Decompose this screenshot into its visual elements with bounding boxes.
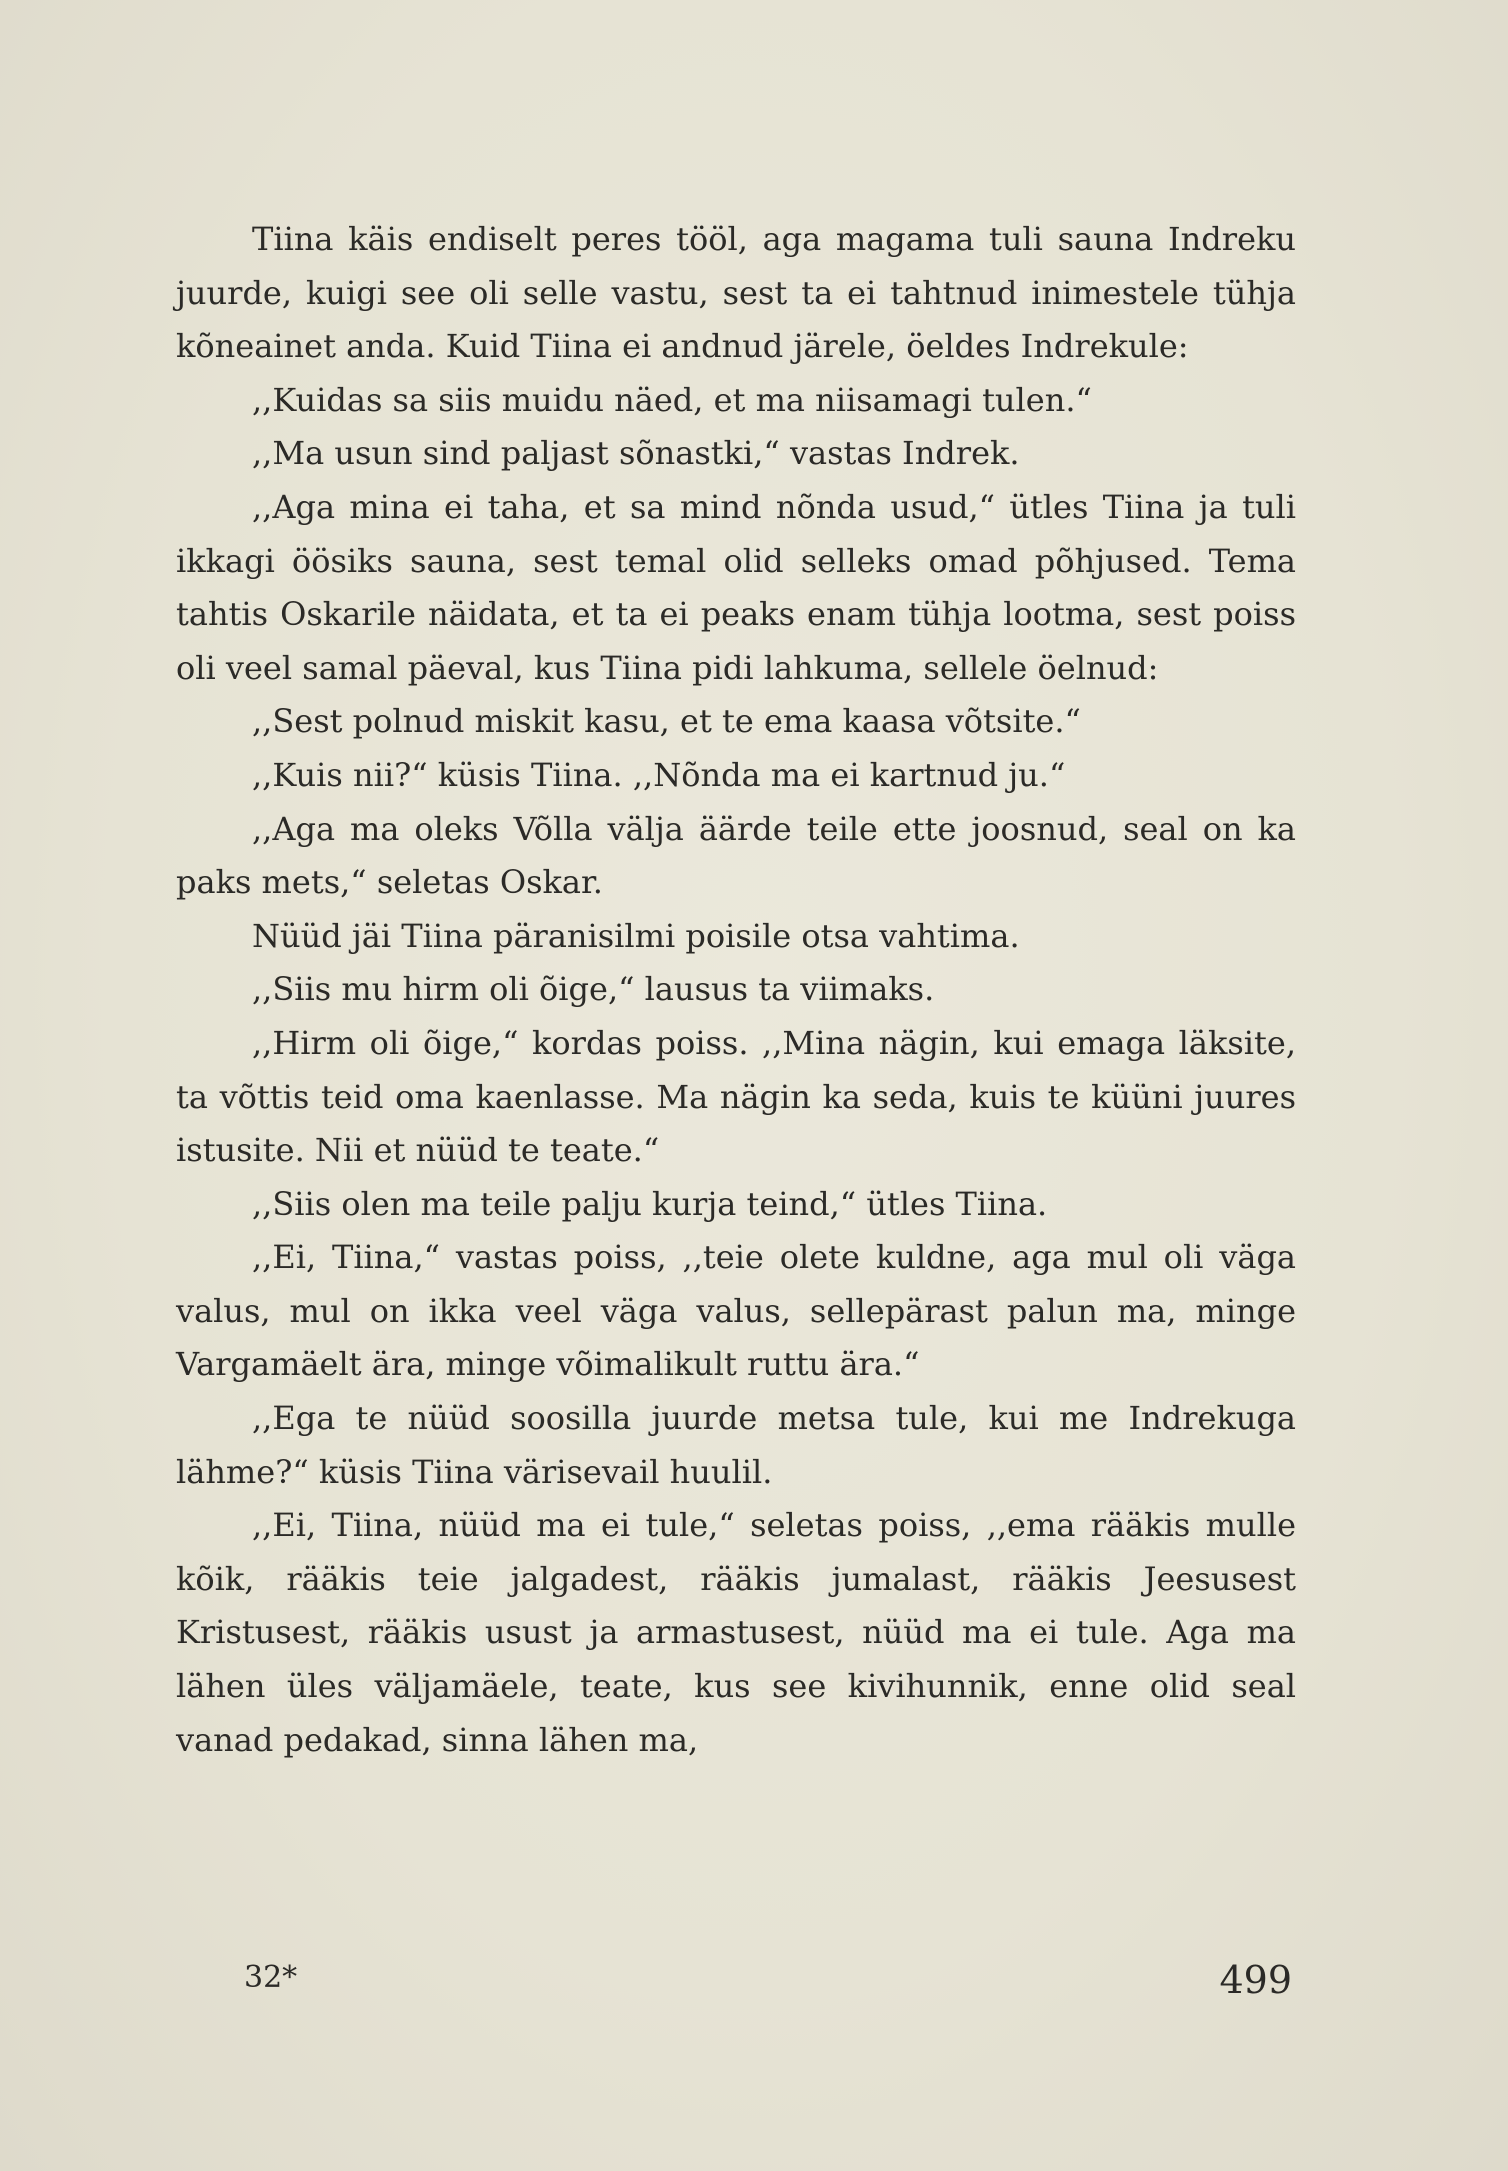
paragraph: ,,Kuis nii?“ küsis Tiina. ,,Nõnda ma ei kartnud ju.“ [252, 755, 1066, 794]
paragraph: ,,Siis mu hirm oli õige,“ lausus ta viimaks. [252, 970, 935, 1009]
paragraph: Nüüd jäi Tiina päranisilmi poisile otsa vahtima. [252, 916, 1020, 955]
paragraph: ,,Ega te nüüd soosilla juurde metsa tule, kui me Indrekuga lähme?“ küsis Tiina värisevail huulil. [176, 1399, 1296, 1491]
signature-mark: 32* [244, 1960, 298, 1995]
paragraph: ,,Aga ma oleks Võlla välja äärde teile ette joosnud, seal on ka paks mets,“ seletas Oskar. [176, 809, 1296, 902]
paragraph: Tiina käis endiselt peres tööl, aga magama tuli sauna Indreku juurde, kuigi see oli selle vastu, sest ta ei tahtnud inimestele tühja kõneainet anda. Kuid Tiina ei andnud järele, öeldes Indrekule: [176, 220, 1296, 366]
paragraph: ,,Sest polnud miskit kasu, et te ema kaasa võtsite.“ [252, 702, 1081, 741]
paragraph: ,,Ei, Tiina, nüüd ma ei tule,“ seletas poiss, ,,ema rääkis mulle kõik, rääkis teie jalgadest, rääkis jumalast, rääkis Jeesusest Kristusest, rääkis usust ja armastusest, nüüd ma ei tule. Aga ma lähen üles väljamäele, teate, kus see kivihunnik, enne olid seal vanad pedakad, sinna lähen ma, [176, 1506, 1296, 1759]
paragraph: ,,Siis olen ma teile palju kurja teind,“ ütles Tiina. [252, 1184, 1048, 1223]
body-text [176, 213, 1296, 1767]
paragraph: ,,Ei, Tiina,“ vastas poiss, ,,teie olete kuldne, aga mul oli väga valus, mul on ikka veel väga valus, sellepärast palun ma, minge Vargamäelt ära, minge võimalikult ruttu ära.“ [176, 1238, 1296, 1384]
paragraph: ,,Aga mina ei taha, et sa mind nõnda usud,“ ütles Tiina ja tuli ikkagi öösiks sauna, sest temal olid selleks omad põhjused. Tema tahtis Oskarile näidata, et ta ei peaks enam tühja lootma, sest poiss oli veel samal päeval, kus Tiina pidi lahkuma, sellele öelnud: [176, 487, 1296, 687]
paragraph: ,,Kuidas sa siis muidu näed, et ma niisamagi tulen.“ [252, 380, 1092, 419]
paragraph: ,,Hirm oli õige,“ kordas poiss. ,,Mina nägin, kui emaga läksite, ta võttis teid oma kaenlasse. Ma nägin ka seda, kuis te küüni juures istusite. Nii et nüüd te teate.“ [176, 1023, 1296, 1170]
paragraph: ,,Ma usun sind paljast sõnastki,“ vastas Indrek. [252, 434, 1020, 473]
page-number: 499 [1219, 1958, 1292, 2002]
